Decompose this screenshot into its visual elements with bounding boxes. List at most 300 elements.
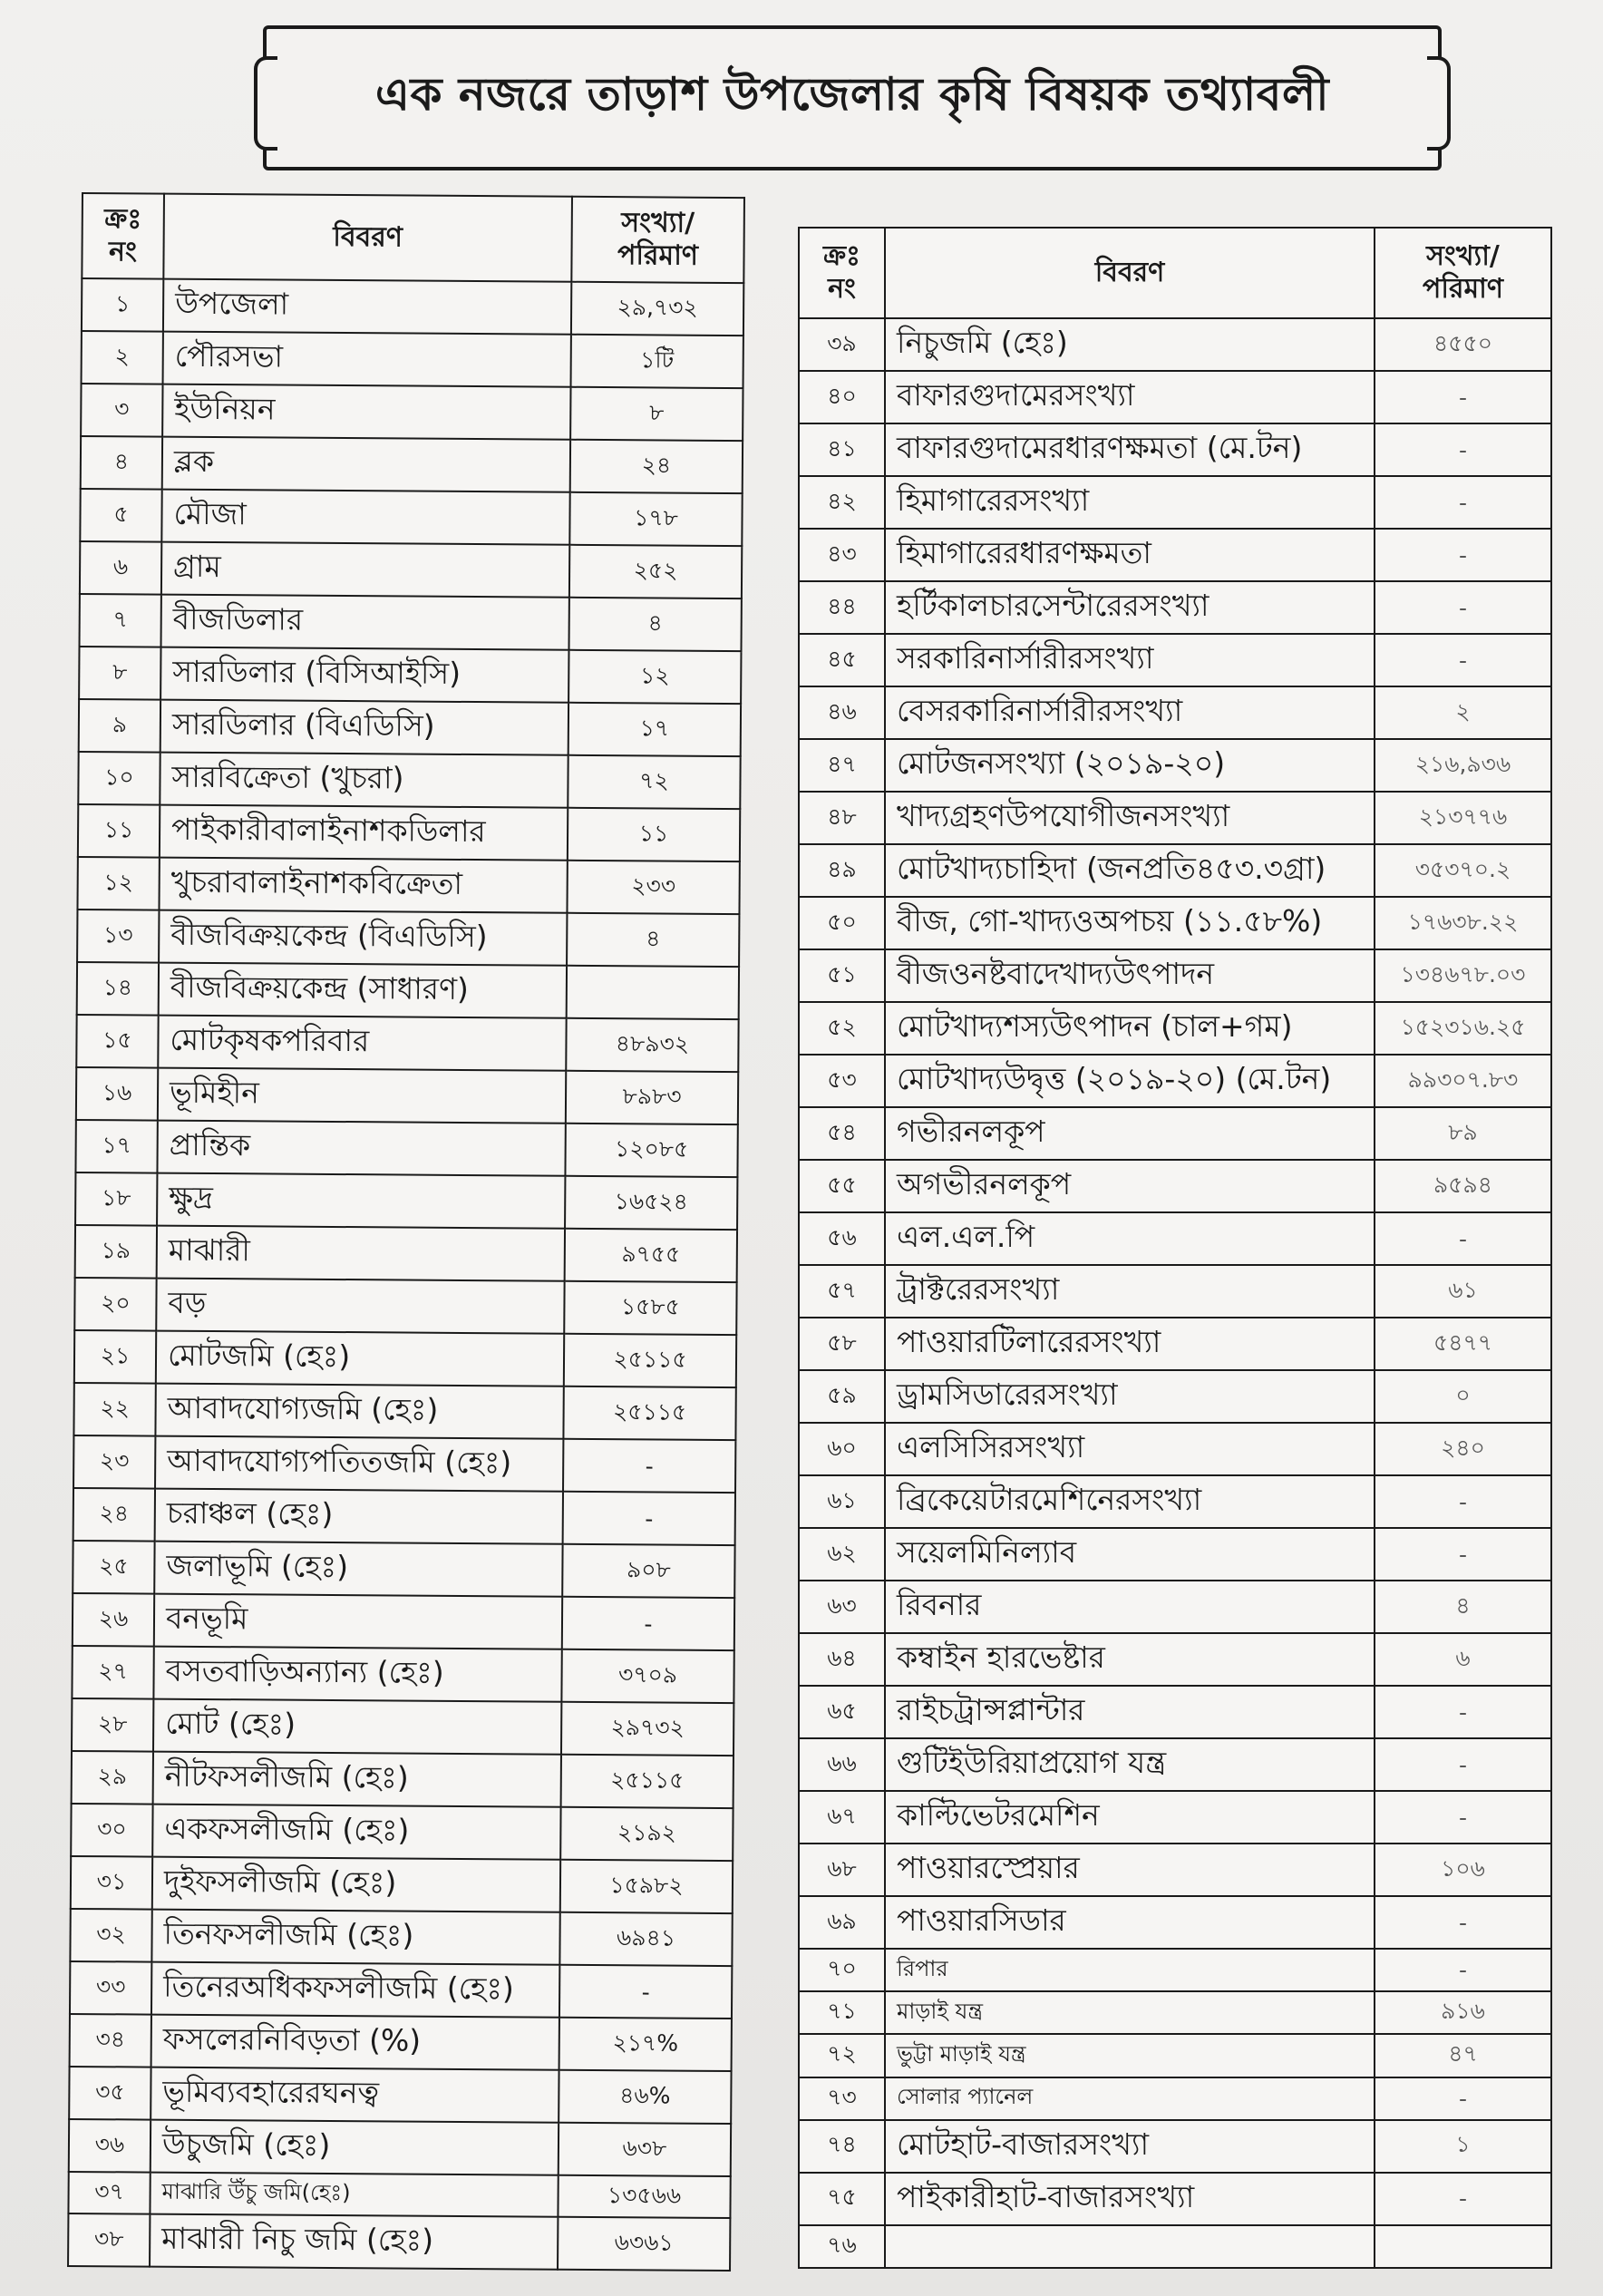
row-description: একফসলীজমি (হেঃ) bbox=[152, 1805, 560, 1860]
row-serial: ১২ bbox=[77, 857, 159, 910]
table-row bbox=[799, 2173, 1551, 2225]
table-row bbox=[799, 2225, 1551, 2268]
table-row bbox=[799, 1686, 1551, 1738]
row-quantity: ৩৭০৯ bbox=[561, 1649, 733, 1703]
table-row bbox=[78, 752, 740, 809]
row-description: সারডিলার (বিসিআইসি) bbox=[160, 647, 568, 703]
row-serial: ৬৫ bbox=[799, 1686, 885, 1738]
table-row bbox=[799, 1265, 1551, 1318]
row-description: ভূমিব্যবহারেরঘনত্ব bbox=[151, 2067, 559, 2123]
row-serial: ১৫ bbox=[76, 1015, 158, 1068]
table-row bbox=[799, 686, 1551, 739]
table-row bbox=[799, 1423, 1551, 1475]
row-description: পাওয়ারটিলারেরসংখ্যা bbox=[885, 1318, 1375, 1370]
table-row bbox=[799, 1055, 1551, 1107]
row-serial: ৩৫ bbox=[69, 2067, 151, 2120]
row-serial: ৭৫ bbox=[799, 2173, 885, 2225]
row-quantity: ২৫১১৫ bbox=[564, 1334, 736, 1387]
row-description: মোটখাদ্যশস্যউৎপাদন (চাল+গম) bbox=[885, 1002, 1375, 1055]
table-row bbox=[80, 489, 742, 546]
row-description: তিনেরঅধিকফসলীজমি (হেঃ) bbox=[151, 1962, 559, 2018]
table-row bbox=[799, 897, 1551, 949]
row-serial: ২৬ bbox=[73, 1593, 154, 1647]
row-serial: ৭ bbox=[80, 594, 161, 647]
row-quantity: ১ bbox=[1375, 2120, 1551, 2173]
row-description: ফসলেরনিবিড়তা (%) bbox=[151, 2015, 559, 2070]
row-description: বীজ, গো-খাদ্যওঅপচয় (১১.৫৮%) bbox=[885, 897, 1375, 949]
row-description: পাইকারীবালাইনাশকডিলার bbox=[160, 805, 568, 861]
row-serial: ১০ bbox=[78, 752, 160, 805]
row-quantity: ৮৯ bbox=[1375, 1107, 1551, 1160]
row-serial: ৪৩ bbox=[799, 529, 885, 581]
table-row bbox=[75, 1225, 737, 1282]
row-quantity: ২৯৭৩২ bbox=[561, 1702, 733, 1756]
row-description: বেসরকারিনার্সারীরসংখ্যা bbox=[885, 686, 1375, 739]
row-quantity: ৬১ bbox=[1375, 1265, 1551, 1318]
row-quantity: ৪৮৯৩২ bbox=[566, 1018, 738, 1072]
row-quantity: - bbox=[1375, 423, 1551, 476]
row-description: ব্লক bbox=[162, 437, 570, 492]
row-quantity: ২৪ bbox=[570, 440, 743, 493]
row-serial: ১৩ bbox=[77, 910, 159, 963]
row-description: ব্রিকেয়েটারমেশিনেরসংখ্যা bbox=[885, 1475, 1375, 1528]
row-serial: ২৯ bbox=[72, 1751, 153, 1805]
row-description: বীজবিক্রয়কেন্দ্র (সাধারণ) bbox=[159, 963, 567, 1018]
table-row bbox=[73, 1541, 734, 1598]
row-quantity: - bbox=[562, 1597, 734, 1650]
row-quantity: ৯৭৫৫ bbox=[565, 1229, 737, 1282]
row-description: এলসিসিরসংখ্যা bbox=[885, 1423, 1375, 1475]
row-serial: ৬১ bbox=[799, 1475, 885, 1528]
row-serial: ৪৮ bbox=[799, 792, 885, 844]
table-row bbox=[74, 1278, 736, 1335]
table-row bbox=[799, 1160, 1551, 1212]
row-quantity: - bbox=[1375, 1475, 1551, 1528]
row-quantity: - bbox=[563, 1492, 735, 1545]
row-quantity bbox=[567, 966, 739, 1019]
row-description: হিমাগারেরসংখ্যা bbox=[885, 476, 1375, 529]
table-row bbox=[81, 384, 743, 441]
row-description: পাইকারীহাট-বাজারসংখ্যা bbox=[885, 2173, 1375, 2225]
row-serial: ৪৬ bbox=[799, 686, 885, 739]
row-description: জলাভূমি (হেঃ) bbox=[154, 1542, 562, 1597]
row-serial: ২৮ bbox=[72, 1698, 153, 1752]
row-description: কাল্টিভেটরমেশিন bbox=[885, 1791, 1375, 1844]
row-quantity: ৮৯৮৩ bbox=[566, 1071, 738, 1124]
row-quantity: ২১৩৭৭৬ bbox=[1375, 792, 1551, 844]
table-row bbox=[68, 2172, 730, 2218]
row-quantity: ২৩৩ bbox=[567, 861, 739, 914]
row-quantity: ১৭৮ bbox=[569, 492, 742, 546]
row-description: রাইচট্রান্সপ্লান্টার bbox=[885, 1686, 1375, 1738]
row-serial: ৬৯ bbox=[799, 1896, 885, 1949]
table-row bbox=[799, 581, 1551, 634]
table-row bbox=[799, 1991, 1551, 2034]
row-serial: ৪২ bbox=[799, 476, 885, 529]
row-quantity: ২১৯২ bbox=[560, 1807, 733, 1861]
row-description: বনভূমি bbox=[154, 1594, 562, 1649]
table-row bbox=[70, 2014, 732, 2071]
row-serial: ৫ bbox=[80, 489, 161, 542]
row-description: সারবিক্রেতা (খুচরা) bbox=[160, 753, 568, 808]
row-quantity bbox=[1375, 2225, 1551, 2268]
table-row bbox=[82, 331, 743, 388]
left-data-table bbox=[67, 192, 745, 2272]
row-serial: ২১ bbox=[74, 1330, 156, 1384]
row-quantity: ২৯,৭৩২ bbox=[571, 282, 743, 336]
row-quantity: ৯১৬ bbox=[1375, 1991, 1551, 2034]
table-row bbox=[73, 1488, 735, 1545]
row-quantity: ২ bbox=[1375, 686, 1551, 739]
row-quantity: - bbox=[1375, 1896, 1551, 1949]
row-quantity: - bbox=[1375, 1686, 1551, 1738]
row-serial: ৪৪ bbox=[799, 581, 885, 634]
row-description: বীজডিলার bbox=[161, 595, 569, 650]
row-serial: ১ bbox=[82, 278, 163, 332]
row-description: অগভীরনলকূপ bbox=[885, 1160, 1375, 1212]
row-serial: ২৪ bbox=[73, 1488, 155, 1542]
row-quantity: ৯০৮ bbox=[562, 1544, 734, 1598]
table-row bbox=[80, 541, 742, 598]
right-data-table bbox=[798, 227, 1552, 2269]
row-description: নিচুজমি (হেঃ) bbox=[885, 318, 1375, 371]
row-serial: ৪ bbox=[81, 436, 162, 490]
table-row bbox=[799, 1107, 1551, 1160]
row-quantity: ১৫২৩১৬.২৫ bbox=[1375, 1002, 1551, 1055]
table-row bbox=[799, 1528, 1551, 1581]
table-row bbox=[799, 1581, 1551, 1633]
row-serial: ৬৭ bbox=[799, 1791, 885, 1844]
table-row bbox=[70, 1909, 732, 1966]
row-serial: ৬২ bbox=[799, 1528, 885, 1581]
row-quantity: ৯৫৯৪ bbox=[1375, 1160, 1551, 1212]
table-row bbox=[79, 699, 741, 756]
row-serial: ৫৭ bbox=[799, 1265, 885, 1318]
table-row bbox=[69, 2067, 731, 2124]
row-serial: ৬৪ bbox=[799, 1633, 885, 1686]
row-description: মাড়াই যন্ত্র bbox=[885, 1991, 1375, 2034]
row-serial: ৩৪ bbox=[70, 2014, 151, 2067]
row-description: মাঝারী bbox=[157, 1226, 565, 1281]
row-description: ইউনিয়ন bbox=[162, 384, 570, 440]
row-serial: ১৬ bbox=[76, 1067, 158, 1121]
table-row bbox=[799, 1844, 1551, 1896]
row-serial: ৭১ bbox=[799, 1991, 885, 2034]
table-row bbox=[799, 1633, 1551, 1686]
table-row bbox=[77, 962, 739, 1019]
row-description: গভীরনলকূপ bbox=[885, 1107, 1375, 1160]
table-row bbox=[799, 476, 1551, 529]
row-description: বীজবিক্রয়কেন্দ্র (বিএডিসি) bbox=[159, 910, 567, 966]
table-row bbox=[78, 804, 740, 861]
row-description: হর্টিকালচারসেন্টারেরসংখ্যা bbox=[885, 581, 1375, 634]
row-description: সয়েলমিনিল্যাব bbox=[885, 1528, 1375, 1581]
row-description: আবাদযোগ্যজমি (হেঃ) bbox=[155, 1384, 563, 1439]
header-quantity: সংখ্যা/ পরিমাণ bbox=[571, 197, 744, 283]
row-quantity: ১৫৯৮২ bbox=[560, 1860, 733, 1913]
row-description: তিনফসলীজমি (হেঃ) bbox=[151, 1910, 559, 1965]
table-row bbox=[74, 1330, 736, 1387]
row-serial: ৫৩ bbox=[799, 1055, 885, 1107]
row-quantity: ১৭ bbox=[568, 703, 741, 756]
row-serial: ৯ bbox=[79, 699, 160, 753]
row-description: ড্রামসিডারেরসংখ্যা bbox=[885, 1370, 1375, 1423]
row-serial: ৪৯ bbox=[799, 844, 885, 897]
table-row bbox=[799, 949, 1551, 1002]
row-quantity: ৫৪৭৭ bbox=[1375, 1318, 1551, 1370]
row-quantity: ৮ bbox=[570, 387, 743, 441]
table-row bbox=[72, 1698, 733, 1756]
row-quantity: ২৫১১৫ bbox=[563, 1386, 735, 1440]
table-row bbox=[76, 1015, 738, 1072]
row-quantity: - bbox=[1375, 1528, 1551, 1581]
row-serial: ২ bbox=[82, 331, 163, 384]
row-serial: ৩৩ bbox=[70, 1961, 151, 2015]
row-serial: ১৮ bbox=[75, 1172, 157, 1226]
row-quantity: - bbox=[1375, 529, 1551, 581]
row-description: প্রান্তিক bbox=[157, 1121, 565, 1176]
row-description: রিবনার bbox=[885, 1581, 1375, 1633]
row-serial: ৬ bbox=[80, 541, 161, 595]
row-quantity: ১৭৬৩৮.২২ bbox=[1375, 897, 1551, 949]
row-description: কম্বাইন হারভেষ্টার bbox=[885, 1633, 1375, 1686]
row-description: পৌরসভা bbox=[163, 332, 571, 387]
row-description: উপজেলা bbox=[163, 279, 571, 335]
row-description: মাঝারি উঁচু জমি(হেঃ) bbox=[150, 2173, 558, 2217]
row-quantity: ১২ bbox=[568, 650, 741, 704]
row-serial: ৩ bbox=[81, 384, 162, 437]
row-quantity: ৯৯৩০৭.৮৩ bbox=[1375, 1055, 1551, 1107]
table-row bbox=[82, 278, 743, 336]
table-row bbox=[71, 1804, 733, 1861]
row-quantity: - bbox=[1375, 1738, 1551, 1791]
row-description: মোট (হেঃ) bbox=[153, 1699, 561, 1755]
row-description: ট্রাক্টরেরসংখ্যা bbox=[885, 1265, 1375, 1318]
table-row bbox=[799, 318, 1551, 371]
row-serial: ৫৪ bbox=[799, 1107, 885, 1160]
row-quantity: ১১ bbox=[568, 808, 740, 861]
row-quantity: ৪৬% bbox=[559, 2070, 731, 2124]
table-row bbox=[70, 1961, 732, 2019]
row-quantity: ৩৫৩৭০.২ bbox=[1375, 844, 1551, 897]
row-serial: ৭৩ bbox=[799, 2077, 885, 2120]
row-description: পাওয়ারস্প্রেয়ার bbox=[885, 1844, 1375, 1896]
header-serial: ক্রঃ নং bbox=[799, 228, 885, 318]
table-row bbox=[73, 1383, 735, 1440]
table-row bbox=[799, 792, 1551, 844]
row-quantity: ৬৯৪১ bbox=[559, 1912, 732, 1966]
row-serial: ৫৫ bbox=[799, 1160, 885, 1212]
row-quantity: ১২০৮৫ bbox=[565, 1124, 737, 1177]
row-description: ভূমিহীন bbox=[158, 1068, 566, 1124]
row-description: সরকারিনার্সারীরসংখ্যা bbox=[885, 634, 1375, 686]
row-serial: ৪১ bbox=[799, 423, 885, 476]
row-quantity: - bbox=[1375, 1791, 1551, 1844]
row-description: মৌজা bbox=[161, 490, 569, 545]
table-row bbox=[77, 857, 739, 914]
table-row bbox=[799, 2034, 1551, 2077]
table-row bbox=[72, 1751, 733, 1808]
row-quantity: - bbox=[1375, 2077, 1551, 2120]
row-quantity: - bbox=[1375, 634, 1551, 686]
row-description: মোটজমি (হেঃ) bbox=[156, 1331, 564, 1386]
table-row bbox=[73, 1435, 735, 1493]
row-serial: ৩৬ bbox=[69, 2119, 151, 2173]
row-serial: ৭২ bbox=[799, 2034, 885, 2077]
row-serial: ৪৭ bbox=[799, 739, 885, 792]
row-serial: ৮ bbox=[79, 647, 160, 700]
header-serial: ক্রঃ নং bbox=[82, 193, 164, 279]
row-serial: ৬০ bbox=[799, 1423, 885, 1475]
table-row bbox=[799, 371, 1551, 423]
row-quantity: - bbox=[1375, 1212, 1551, 1265]
table-row bbox=[799, 2077, 1551, 2120]
row-quantity: ১০৬ bbox=[1375, 1844, 1551, 1896]
row-quantity: ২৪০ bbox=[1375, 1423, 1551, 1475]
row-serial: ৭৪ bbox=[799, 2120, 885, 2173]
row-quantity: - bbox=[1375, 581, 1551, 634]
row-serial: ৭৬ bbox=[799, 2225, 885, 2268]
table-row bbox=[799, 2120, 1551, 2173]
row-serial: ৭০ bbox=[799, 1949, 885, 1991]
row-quantity: - bbox=[563, 1439, 735, 1493]
row-description: মোটজনসংখ্যা (২০১৯-২০) bbox=[885, 739, 1375, 792]
row-description: উচুজমি (হেঃ) bbox=[151, 2120, 559, 2175]
table-row bbox=[799, 739, 1551, 792]
header-quantity: সংখ্যা/ পরিমাণ bbox=[1375, 228, 1551, 318]
row-quantity: ১৫৮৫ bbox=[564, 1281, 736, 1335]
table-row bbox=[77, 910, 739, 967]
row-description: রিপার bbox=[885, 1949, 1375, 1991]
row-description: খাদ্যগ্রহণউপযোগীজনসংখ্যা bbox=[885, 792, 1375, 844]
header-row bbox=[82, 193, 744, 283]
table-row bbox=[75, 1120, 737, 1177]
row-serial: ৪৫ bbox=[799, 634, 885, 686]
row-description: আবাদযোগ্যপতিতজমি (হেঃ) bbox=[155, 1436, 563, 1492]
row-quantity: ২১৬,৯৩৬ bbox=[1375, 739, 1551, 792]
row-description: হিমাগারেরধারণক্ষমতা bbox=[885, 529, 1375, 581]
table-row bbox=[799, 1738, 1551, 1791]
row-description: এল.এল.পি bbox=[885, 1212, 1375, 1265]
table-row bbox=[799, 1791, 1551, 1844]
table-row bbox=[799, 1896, 1551, 1949]
table-row bbox=[799, 1212, 1551, 1265]
row-serial: ৩২ bbox=[70, 1909, 151, 1962]
row-quantity: ৪ bbox=[568, 598, 741, 651]
table-row bbox=[799, 1002, 1551, 1055]
header-description: বিবরণ bbox=[163, 194, 572, 282]
row-description: মাঝারী নিচু জমি (হেঃ) bbox=[150, 2214, 558, 2270]
row-serial: ৩৯ bbox=[799, 318, 885, 371]
row-description: ভুট্টা মাড়াই যন্ত্র bbox=[885, 2034, 1375, 2077]
row-serial: ৫২ bbox=[799, 1002, 885, 1055]
table-row bbox=[69, 2119, 731, 2176]
row-quantity: ৬৩৬১ bbox=[558, 2217, 730, 2271]
table-row bbox=[799, 1318, 1551, 1370]
row-quantity: ৭২ bbox=[568, 755, 740, 809]
row-serial: ১৪ bbox=[77, 962, 159, 1016]
table-row bbox=[799, 1370, 1551, 1423]
row-serial: ৫৬ bbox=[799, 1212, 885, 1265]
row-description: চরাঞ্চল (হেঃ) bbox=[155, 1489, 563, 1544]
header-description: বিবরণ bbox=[885, 228, 1375, 318]
row-quantity: - bbox=[559, 1965, 732, 2019]
table-row bbox=[799, 1949, 1551, 1991]
row-quantity: - bbox=[1375, 476, 1551, 529]
row-description: সোলার প্যানেল bbox=[885, 2077, 1375, 2120]
row-description: মোটখাদ্যউদ্বৃত্ত (২০১৯-২০) (মে.টন) bbox=[885, 1055, 1375, 1107]
row-serial: ৩৮ bbox=[68, 2213, 150, 2267]
row-serial: ১১ bbox=[78, 804, 160, 858]
row-serial: ৬৬ bbox=[799, 1738, 885, 1791]
row-quantity: ১৩৪৬৭৮.০৩ bbox=[1375, 949, 1551, 1002]
table-row bbox=[76, 1067, 738, 1124]
row-quantity: - bbox=[1375, 2173, 1551, 2225]
row-description: বাফারগুদামেরধারণক্ষমতা (মে.টন) bbox=[885, 423, 1375, 476]
row-quantity: ৪ bbox=[567, 913, 739, 967]
row-serial: ২২ bbox=[73, 1383, 155, 1436]
row-quantity: ১৬৫২৪ bbox=[565, 1176, 737, 1230]
row-serial: ২৫ bbox=[73, 1541, 154, 1594]
row-description: মোটখাদ্যচাহিদা (জনপ্রতি৪৫৩.৩গ্রা) bbox=[885, 844, 1375, 897]
row-serial: ১৭ bbox=[75, 1120, 157, 1173]
table-row bbox=[799, 1475, 1551, 1528]
table-row bbox=[72, 1646, 733, 1703]
row-description: বসতবাড়িঅন্যান্য (হেঃ) bbox=[153, 1647, 561, 1702]
row-quantity: ২১৭% bbox=[559, 2018, 732, 2071]
row-serial: ৩৭ bbox=[68, 2172, 150, 2214]
row-serial: ৫১ bbox=[799, 949, 885, 1002]
row-serial: ১৯ bbox=[75, 1225, 157, 1279]
row-serial: ৩০ bbox=[71, 1804, 152, 1857]
row-description: খুচরাবালাইনাশকবিক্রেতা bbox=[159, 858, 567, 913]
row-serial: ৬৮ bbox=[799, 1844, 885, 1896]
row-quantity: ৪ bbox=[1375, 1581, 1551, 1633]
row-description: গুটিইউরিয়াপ্রয়োগ যন্ত্র bbox=[885, 1738, 1375, 1791]
row-serial: ৩১ bbox=[71, 1856, 152, 1910]
row-description: বাফারগুদামেরসংখ্যা bbox=[885, 371, 1375, 423]
row-quantity: ৬৩৮ bbox=[559, 2123, 731, 2176]
row-serial: ৫৯ bbox=[799, 1370, 885, 1423]
row-description: বড় bbox=[156, 1279, 564, 1334]
row-description bbox=[885, 2225, 1375, 2268]
row-quantity: ০ bbox=[1375, 1370, 1551, 1423]
table-row bbox=[799, 529, 1551, 581]
table-row bbox=[71, 1856, 733, 1913]
table-row bbox=[81, 436, 743, 493]
row-description: দুইফসলীজমি (হেঃ) bbox=[152, 1857, 560, 1912]
row-serial: ২৩ bbox=[73, 1435, 155, 1489]
table-row bbox=[799, 423, 1551, 476]
row-description: ক্ষুদ্র bbox=[157, 1173, 565, 1229]
row-serial: ২৭ bbox=[72, 1646, 153, 1699]
table-row bbox=[799, 634, 1551, 686]
row-quantity: ৪৫৫০ bbox=[1375, 318, 1551, 371]
row-serial: ২০ bbox=[74, 1278, 156, 1331]
table-row bbox=[79, 647, 741, 704]
title-banner bbox=[263, 25, 1442, 170]
row-serial: ৬৩ bbox=[799, 1581, 885, 1633]
row-quantity: - bbox=[1375, 1949, 1551, 1991]
table-row bbox=[80, 594, 742, 651]
header-row bbox=[799, 228, 1551, 318]
row-quantity: - bbox=[1375, 371, 1551, 423]
row-description: মোটহাট-বাজারসংখ্যা bbox=[885, 2120, 1375, 2173]
row-description: মোটকৃষকপরিবার bbox=[158, 1016, 566, 1071]
table-row bbox=[73, 1593, 734, 1650]
row-quantity: ৬ bbox=[1375, 1633, 1551, 1686]
row-description: পাওয়ারসিডার bbox=[885, 1896, 1375, 1949]
